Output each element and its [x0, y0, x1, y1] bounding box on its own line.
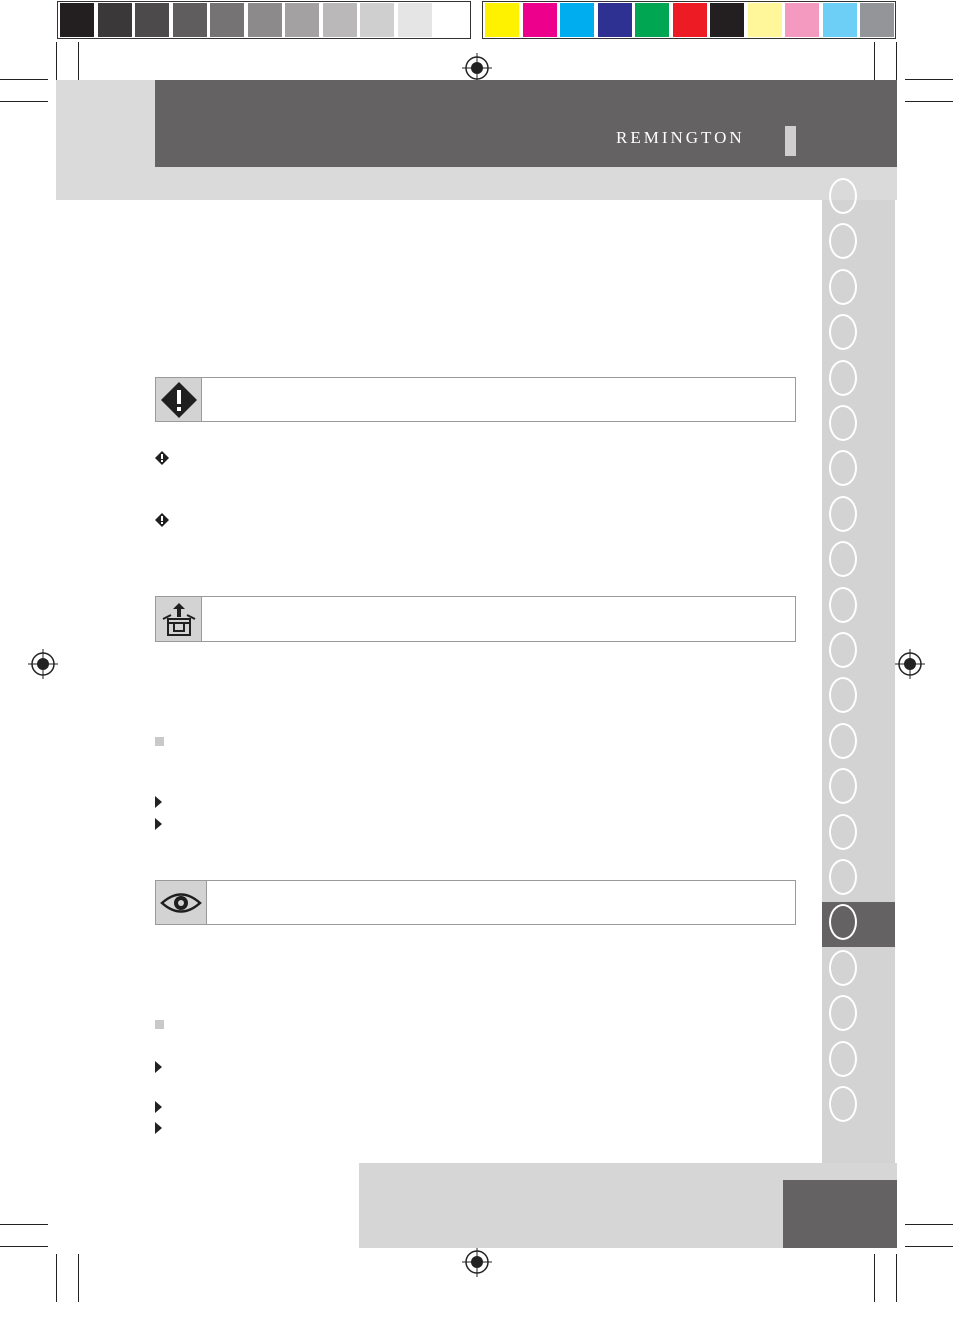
- color-swatch: [135, 3, 169, 37]
- language-tab-circle[interactable]: [829, 314, 857, 350]
- brand-bar: [785, 126, 796, 156]
- eye-section-box: [155, 880, 796, 925]
- color-swatch: [60, 3, 94, 37]
- crop-mark: [56, 1254, 57, 1302]
- color-swatch: [360, 3, 394, 37]
- registration-mark-icon: [462, 53, 492, 83]
- warning-diamond-icon: [159, 380, 199, 420]
- brand-logo: REMINGTON: [616, 128, 745, 147]
- language-tab-circle[interactable]: [829, 950, 857, 986]
- color-swatch: [710, 3, 744, 37]
- warning-section-box: [155, 377, 796, 422]
- language-tab-circle[interactable]: [829, 723, 857, 759]
- registration-mark-icon: [895, 649, 925, 679]
- crop-mark: [905, 101, 953, 102]
- color-swatch: [285, 3, 319, 37]
- unpack-section-box: [155, 596, 796, 642]
- bullet-square: [155, 1020, 164, 1029]
- header-left-panel: [56, 80, 155, 200]
- warning-bullet-icon: [155, 513, 169, 527]
- language-tab-circle[interactable]: [829, 587, 857, 623]
- page-number-block: [783, 1180, 897, 1248]
- crop-mark: [905, 79, 953, 80]
- unpack-box-icon: [159, 599, 199, 639]
- color-swatch: [98, 3, 132, 37]
- crop-mark: [896, 1254, 897, 1302]
- warning-icon-panel: [156, 378, 202, 421]
- color-swatch: [398, 3, 432, 37]
- crop-mark: [78, 1254, 79, 1302]
- eye-icon-panel: [156, 881, 207, 924]
- color-swatch: [485, 3, 519, 37]
- language-tab-circle[interactable]: [829, 178, 857, 214]
- color-swatch: [748, 3, 782, 37]
- color-swatch: [323, 3, 357, 37]
- header-lower-band: [155, 167, 897, 200]
- color-swatch: [785, 3, 819, 37]
- crop-mark: [0, 79, 48, 80]
- crop-mark: [874, 1254, 875, 1302]
- bullet-square: [155, 737, 164, 746]
- color-swatch: [860, 3, 894, 37]
- color-swatch: [560, 3, 594, 37]
- language-tab-circle[interactable]: [829, 541, 857, 577]
- arrow-bullet-icon: [155, 1101, 162, 1113]
- color-swatch: [435, 3, 469, 37]
- crop-mark: [0, 101, 48, 102]
- language-tab-circle[interactable]: [829, 1041, 857, 1077]
- language-tab-circle[interactable]: [829, 496, 857, 532]
- language-tab-circle[interactable]: [829, 814, 857, 850]
- warning-bullet-icon: [155, 451, 169, 465]
- language-tab-circle[interactable]: [829, 360, 857, 396]
- crop-mark: [905, 1224, 953, 1225]
- language-tab-circle[interactable]: [829, 405, 857, 441]
- arrow-bullet-icon: [155, 1122, 162, 1134]
- color-swatch: [210, 3, 244, 37]
- arrow-bullet-icon: [155, 818, 162, 830]
- crop-mark: [905, 1246, 953, 1247]
- unpack-icon-panel: [156, 597, 202, 641]
- language-tab-circle[interactable]: [829, 1086, 857, 1122]
- color-swatch: [823, 3, 857, 37]
- language-tab-circle[interactable]: [829, 995, 857, 1031]
- color-swatch: [673, 3, 707, 37]
- color-swatch: [598, 3, 632, 37]
- language-tab-circle[interactable]: [829, 632, 857, 668]
- registration-mark-icon: [28, 649, 58, 679]
- language-tab-circle[interactable]: [829, 859, 857, 895]
- color-swatch: [173, 3, 207, 37]
- crop-mark: [0, 1246, 48, 1247]
- arrow-bullet-icon: [155, 796, 162, 808]
- color-swatch: [248, 3, 282, 37]
- color-swatch: [523, 3, 557, 37]
- language-tab-circle[interactable]: [829, 768, 857, 804]
- language-tab-circle[interactable]: [829, 269, 857, 305]
- registration-mark-icon: [462, 1247, 492, 1277]
- arrow-bullet-icon: [155, 1061, 162, 1073]
- color-swatch: [635, 3, 669, 37]
- crop-mark: [0, 1224, 48, 1225]
- eye-icon: [159, 888, 203, 918]
